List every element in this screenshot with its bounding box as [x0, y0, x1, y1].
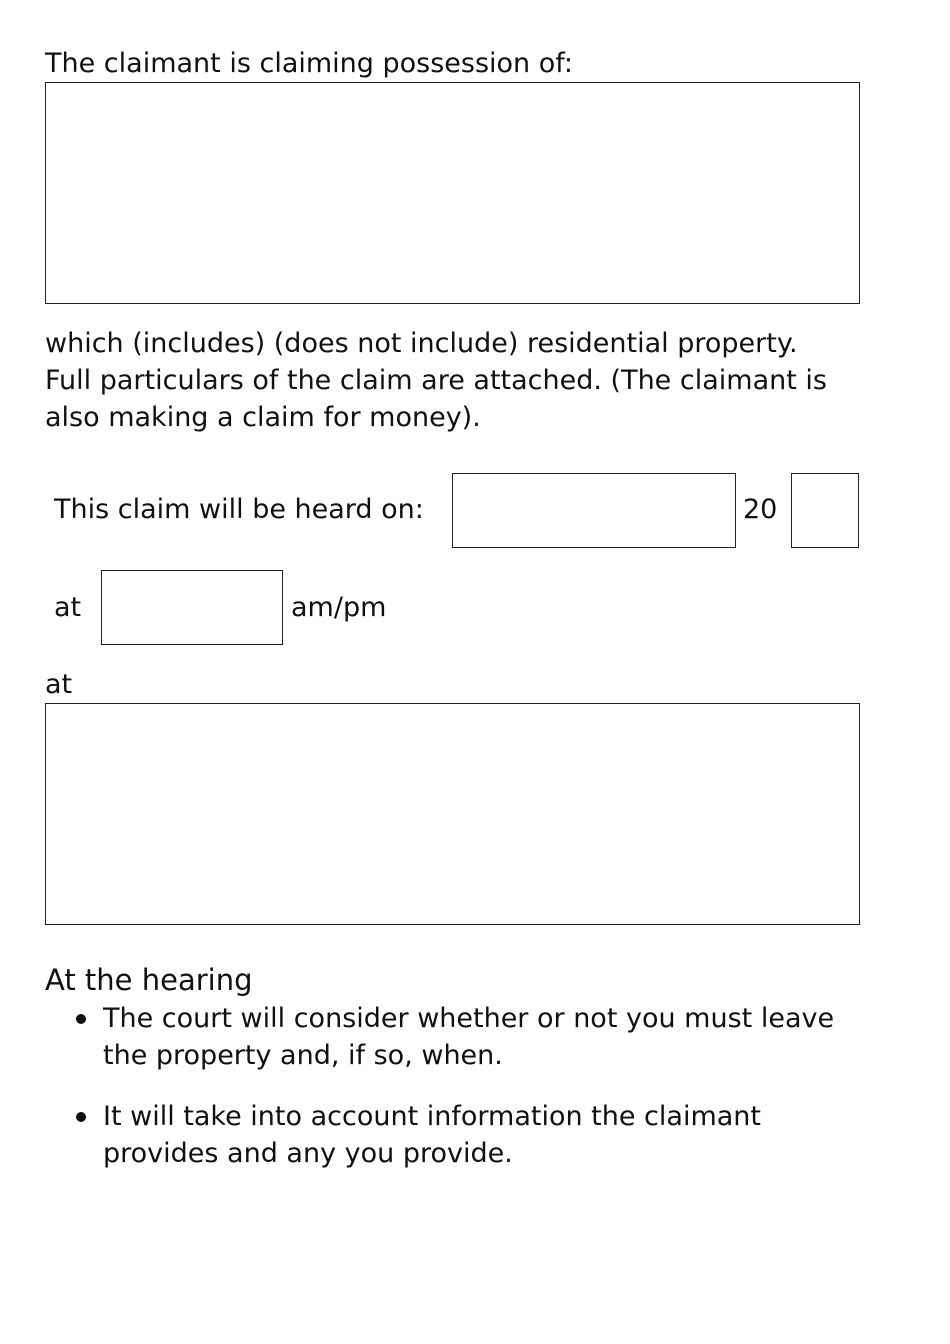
hearing-date-field[interactable]: [452, 473, 736, 548]
hearing-time-label: at: [54, 592, 82, 623]
am-pm-label: am/pm: [291, 592, 387, 623]
claim-details-line: which (includes) (does not include) residential property.: [45, 328, 798, 359]
list-item: [45, 1000, 905, 1074]
list-item-line: provides and any you provide.: [103, 1138, 513, 1169]
possession-label: The claimant is claiming possession of:: [45, 48, 573, 79]
at-the-hearing-heading: At the hearing: [45, 963, 253, 997]
list-item-line: the property and, if so, when.: [103, 1040, 503, 1071]
list-item-line: The court will consider whether or not you must leave: [103, 1003, 835, 1034]
possession-field[interactable]: [45, 82, 860, 304]
hearing-time-field[interactable]: [101, 570, 283, 645]
hearing-location-field[interactable]: [45, 703, 860, 925]
bullet-icon: [76, 1014, 86, 1024]
claim-details-paragraph: [45, 325, 905, 436]
hearing-date-label: This claim will be heard on:: [54, 494, 424, 525]
hearing-info-list: [45, 1000, 905, 1196]
century-label: 20: [743, 494, 778, 525]
hearing-year-field[interactable]: [791, 473, 859, 548]
bullet-icon: [76, 1112, 86, 1122]
list-item: [45, 1098, 905, 1172]
hearing-location-label: at: [45, 669, 73, 700]
claim-details-line: Full particulars of the claim are attached. (The claimant is: [45, 365, 827, 396]
list-item-line: It will take into account information the claimant: [103, 1101, 761, 1132]
claim-details-line: also making a claim for money).: [45, 402, 481, 433]
